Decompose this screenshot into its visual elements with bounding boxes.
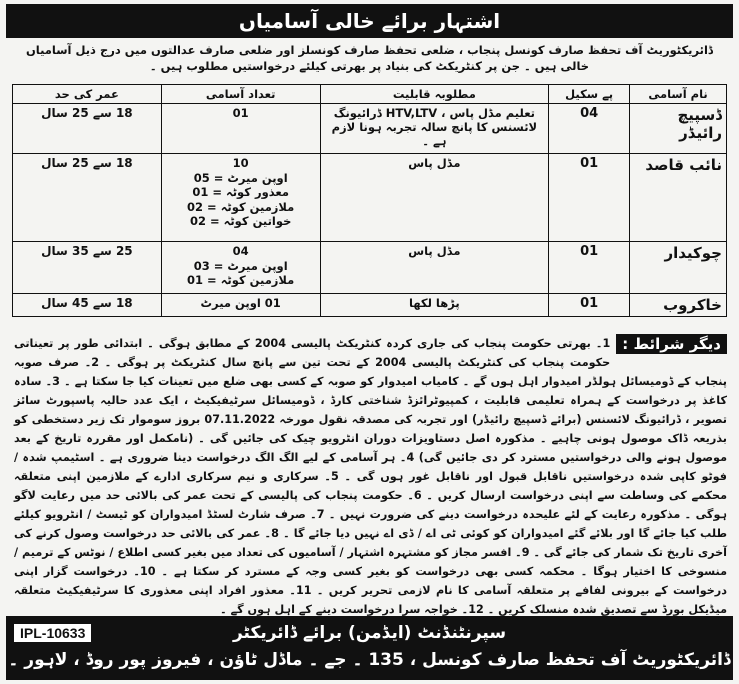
table-row xyxy=(13,154,727,242)
terms-section xyxy=(14,334,727,619)
quota-line: ملازمین کوٹہ = 01 xyxy=(187,273,295,287)
post-count xyxy=(161,154,320,242)
post-count xyxy=(161,242,320,294)
quota-line: 10 xyxy=(232,156,249,170)
table-row xyxy=(13,294,727,317)
quota-line: 01 اوپن میرٹ xyxy=(200,296,281,310)
table-row xyxy=(13,242,727,294)
qualification: تعلیم مڈل پاس ، HTV,LTV ڈرائیونگ لائسنس کا پانچ سالہ تجربہ ہونا لازم ہے ۔ xyxy=(320,104,549,154)
ipl-number: IPL-10633 xyxy=(12,622,93,644)
quota-line: 04 xyxy=(232,244,249,258)
quota-line: اوپن میرٹ = 03 xyxy=(193,258,288,273)
qualification: پڑھا لکھا xyxy=(320,294,549,317)
advertisement-title: اشتہار برائے خالی آسامیاں xyxy=(6,4,733,38)
qualification: مڈل پاس xyxy=(320,242,549,294)
age-limit: 25 سے 35 سال xyxy=(13,242,162,294)
quota-line: معذور کوٹہ = 01 xyxy=(192,185,289,199)
qualification: مڈل پاس xyxy=(320,154,549,242)
intro-text: ڈائریکٹوریٹ آف تحفظ صارف کونسل پنجاب ، ضلعی تحفظ صارف کونسلز اور ضلعی صارف عدالتوں میں درج ذیل آسامیاں خالی ہیں ۔ جن پر کنٹریکٹ کی بنیاد پر بھرتی کیلئے درخواستیں مطلوب ہیں ۔ xyxy=(25,43,714,73)
age-limit: 18 سے 45 سال xyxy=(13,294,162,317)
header-qualification: مطلوبہ قابلیت xyxy=(320,85,549,104)
post-name: نائب قاصد xyxy=(630,154,727,242)
pay-scale: 01 xyxy=(549,242,630,294)
table-header-row xyxy=(13,85,727,104)
age-limit: 18 سے 25 سال xyxy=(13,154,162,242)
terms-body: 1۔ بھرتی حکومت پنجاب کی جاری کردہ کنٹریکٹ پالیسی 2004 کے مطابق ہوگی ۔ ابتدائی طور پر تعیناتی حکومت پنجاب کی کنٹریکٹ پالیسی 2004 کے تحت تین سے پانچ سال کنٹریکٹ پر ہوگی ۔ 2۔ صرف صوبہ پنجاب کے ڈومیسائل ہولڈر امیدوار اہل ہوں گے ۔ کامیاب امیدوار کو صوبہ کے کسی بھی ضلع میں تعینات کیا جا سکتا ہے ۔ 3۔ سادہ کاغذ پر درخواست کے ہمراہ تعلیمی قابلیت ، کمپیوٹرائزڈ شناختی کارڈ ، ڈومیسائل سرٹیفیکیٹ ، ایک عدد حالیہ پاسپورٹ سائز تصویر ، ڈرائیونگ لائسنس (برائے ڈسپیچ رائیڈر) اور تجربہ کی مصدقہ نقول مورخہ 07.11.2022 بروز سوموار تک زیر دستخطی کو بذریعہ ڈاک موصول ہونی چاہیے ۔ مذکورہ اصل دستاویزات دوران انٹرویو چیک کی جائیں گی ۔ (نامکمل اور مقررہ تاریخ کے بعد موصول ہونے والی درخواستیں مسترد کر دی جائیں گی) 4۔ ہر آسامی کے لیے الگ الگ درخواست دینا ضروری ہے ۔ اسٹیمپ شدہ / فوٹو کاپی شدہ درخواستیں ناقابل قبول اور ناقابل غور ہوں گی ۔ 5۔ سرکاری و نیم سرکاری ادارے کے ملازمین اپنی متعلقہ محکمے کی وساطت سے اپنی درخواست ارسال کریں ۔ 6۔ حکومت پنجاب کی پالیسی کے تحت عمر کی بالائی حد میں رعایت لاگو ہوگی ۔ مذکورہ رعایت کے لئے علیحدہ درخواست دینے کی ضرورت نہیں ۔ 7۔ صرف شارٹ لسٹڈ امیدواران کو ٹیسٹ / انٹرویو کیلئے طلب کیا جائے گا اور بلائے گئے امیدواران کو کوئی ٹی اے / ڈی اے نہیں دیا جائے گا ۔ 8۔ عمر کی بالائی حد درخواست وصول کرنے کی آخری تاریخ تک شمار کی جائے گی ۔ 9۔ افسر مجاز کو مشتہرہ اشتہار / آسامیوں کی تعداد میں بغیر کسی اطلاع / نوٹس کے ترمیم / منسوخی کا اختیار ہوگا ۔ محکمہ کسی بھی درخواست کو بغیر کسی وجہ کے مسترد کر سکتا ہے ۔ 10۔ درخواست گزار اپنی درخواست کے بیرونی لفافے پر متعلقہ آسامی کا نام لازمی تحریر کریں ۔ 11۔ معذور افراد اپنی معذوری کا سرٹیفیکیٹ متعلقہ میڈیکل بورڈ سے تصدیق شدہ منسلک کریں ۔ 12۔ خواجہ سرا درخواست دینے کے اہل ہوں گے ۔ xyxy=(14,337,728,616)
office-address: ڈائریکٹوریٹ آف تحفظ صارف کونسل ، 135 ۔ جے ۔ ماڈل ٹاؤن ، فیروز پور روڈ ، لاہور ۔ xyxy=(8,650,731,670)
table-row xyxy=(13,104,727,154)
header-age-limit: عمر کی حد xyxy=(13,85,162,104)
header-post-count: تعداد آسامی xyxy=(161,85,320,104)
quota-line: 01 xyxy=(232,106,249,120)
header-pay-scale: پے سکیل xyxy=(549,85,630,104)
post-name: خاکروب xyxy=(630,294,727,317)
post-name: ڈسپیچ رائیڈر xyxy=(630,104,727,154)
advertisement xyxy=(6,4,733,680)
age-limit: 18 سے 25 سال xyxy=(13,104,162,154)
vacancies-table xyxy=(12,84,727,317)
quota-line: خواتین کوٹہ = 02 xyxy=(189,214,292,228)
header-post-name: نام آسامی xyxy=(630,85,727,104)
post-count xyxy=(161,104,320,154)
pay-scale: 01 xyxy=(549,154,630,242)
terms-heading: دیگر شرائط : xyxy=(616,334,727,354)
post-count xyxy=(161,294,320,317)
quota-line: اوپن میرٹ = 05 xyxy=(193,170,288,185)
footer xyxy=(6,616,733,680)
quota-line: ملازمین کوٹہ = 02 xyxy=(187,199,295,214)
post-name: چوکیدار xyxy=(630,242,727,294)
pay-scale: 01 xyxy=(549,294,630,317)
pay-scale: 04 xyxy=(549,104,630,154)
signatory: سپرنٹنڈنٹ (ایڈمن) برائے ڈائریکٹر xyxy=(232,623,507,643)
